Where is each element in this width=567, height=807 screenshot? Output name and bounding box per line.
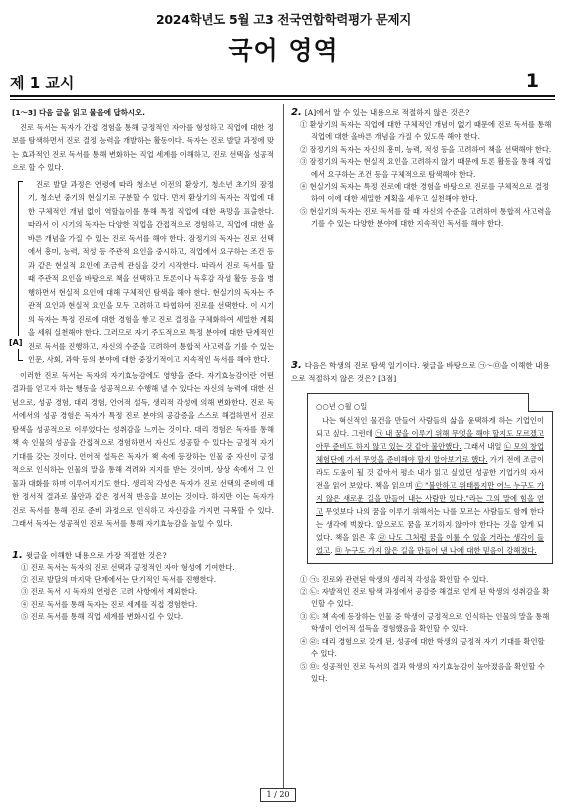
passage-paragraph-3: 이러한 진로 독서는 독자의 자기효능감에도 영향을 준다. 자기효능감이란 어떤 결과를 얻고자 하는 행동을 성공적으로 수행해 낼 수 있다는 자신의 능력에 대한 신념으로, 성공 경험, 대리 경험, 언어적 설득, 생리적 각성에 의해 변화한다. 진로 독서에서의 성공 경험은 독자가 특정 진로 분야의 공감증을 스스로 해결하면서 진로 탐색을 성공적으로 이루었다는 성취감을 느끼는 것이다. 대리 경험은 독자를 통해 책 속 인물의 성공을 간접적으로 경험하면서 자신도 성공할 수 있다는 긍정적 자기 기대를 갖는 것이다. 언어적 설득은 독자가 책 속에 등장하는 인물 중 자신이 긍정적으로 인식하는 인물의 말을 통해 격려와 지지를 받는 것이며, 상상 속에서 그 인물과 대화를 하며 이루어지기도 한다. 생리적 각성은 독자가 진로 선택의 준비에 대한 정서적 결과로 불안과 같은 정서적 반응을 보이는 것이다. 하지만 이는 독자가 진로 독서를 통해 진로 준비 과정으로 인식하고 자신감을 가지면 극복할 수 있다. 그래서 독자는 성공적인 진로 독서를 통해 자기효능감을 높일 수 있다.: [12, 370, 274, 528]
section-a-text: 진로 발달 과정은 연령에 따라 청소년 이전의 환상기, 청소년 초기의 잠정기, 청소년 중기의 현실기로 구분할 수 있다. 먼저 환상기의 독자는 직업에 대한 구체적인 개념 없이 역할놀이를 통해 특정 직업에 대한 욕망을 표출한다. 따라서 이 시기의 독자는 다양한 직업을 간접적으로 경험하고, 직업에 대한 올바른 개념을 가질 수 있는 진로 독서를 해야 한다. 잠정기의 독자는 진로 선택에서 흥미, 능력, 적성 등 주관적 요인을 중시하고, 직업에서 요구하는 조건 등과 같은 현실적 요인에 조금씩 관심을 갖기 시작한다. 따라서 진로 독서를 할 때 주관적 요인을 바탕으로 책을 선택하고 토론이나 독후감 작성 활동 등을 병행하면서 현실적 요인에 대해 구체적인 탐색을 해야 한다. 현실기의 독자는 주관적 요인과 현실적 요인을 모두 고려하고 타협하여 진로를 선택한다. 이 시기의 독자는 특정 진로에 대한 경험을 쌓고 진로 결정을 구체화하여 세밀한 계획을 세워 실천해야 한다. 그러므로 자기 주도적으로 특정 분야에 대한 단계적인 진로 독서를 진행하고, 자신의 수준을 고려하여 통합적 사고력을 기를 수 있는 인문, 사회, 과학 등의 분야에 대한 중장기적이고 지속적인 독서를 해야 한다.: [28, 179, 274, 364]
section-a-label: [A]: [9, 336, 23, 350]
subject-title: 국어 영역: [228, 36, 339, 65]
session-label: 제 1 교시: [10, 74, 75, 92]
footer-total: 20: [279, 790, 290, 799]
option-4[interactable]: ④ 현실기의 독자는 특정 진로에 대한 경험을 바탕으로 진로를 구체적으로 결정하여 이에 대한 세밀한 계획을 세우고 실천해야 한다.: [300, 182, 550, 204]
option-1[interactable]: ① ㉠: 진로와 관련된 학생의 생리적 각성을 확인할 수 있다.: [300, 574, 489, 584]
column-divider: [283, 104, 284, 789]
page-number: 1: [525, 70, 539, 92]
question-stem: [A]에서 알 수 있는 내용으로 적절하지 않은 것은?: [304, 108, 470, 117]
option-5[interactable]: ⑤ ㉤: 성공적인 진로 독서의 결과 학생의 자기효능감이 높아졌음을 확인할 수 있다.: [300, 661, 545, 683]
option-2[interactable]: ② 잠정기의 독자는 자신의 흥미, 능력, 적성 등을 고려하여 책을 선택해야 한다.: [300, 144, 552, 154]
option-4[interactable]: ④ 진로 독서를 통해 독자는 진로 세계를 직접 경험한다.: [21, 599, 198, 609]
question-number: 3.: [291, 359, 302, 371]
page-footer: 1 / 20: [260, 788, 296, 802]
exam-header-title: 2024학년도 5월 고3 전국연합학력평가 문제지: [156, 12, 411, 27]
section-a-bracket: [18, 181, 23, 361]
option-5[interactable]: ⑤ 진로 독서를 통해 직업 세계를 변화시킬 수 있다.: [21, 612, 184, 622]
diary-underline-a: ㉠ 내 꿈을 이루기 위해 무엇을 해야 할지도 모르겠고 아무 준비도 하지 않고 있는 것 같아 불안했다.: [316, 428, 545, 451]
right-column: [291, 106, 553, 685]
question-number: 1.: [12, 549, 23, 561]
diary-underline-c: ㉢ "불안하고 위태롭지만 어느 누구도 가지 않은 새로운 길을 만들어 내는 사람만 있다."라는 그의 말에 힘을 얻고: [316, 480, 544, 516]
option-5[interactable]: ⑤ 현실기의 독자는 진로 독서를 할 때 자신의 수준을 고려하여 통합적 사고력을 기를 수 있는 다양한 분야에 대한 지속적인 독서를 해야 한다.: [300, 206, 552, 229]
option-2[interactable]: ② ㉡: 자발적인 진로 탐색 과정에서 공감증 해결로 얻게 된 학생의 성취감을 확인할 수 있다.: [300, 587, 550, 609]
diary-box: [307, 393, 553, 564]
diary-text: 나는 혁신적인 물건을 만들어 사람들의 삶을 윤택하게 하는 기업인이 되고 싶다. 그런데 ㉠ 내 꿈을 이루기 위해 무엇을 해야 할지도 모르겠고 아무 준비도 하지 않고 있는 것 같아 불안했다. 그래서 내일 ㉡ 모의 창업 체험단에 가서 무엇을 준비해야 할지 알아보기로 했다. 가기 전에 조금이라도 도움이 될 것 같아서 평소 내가 읽고 싶었던 성공한 기업가의 자서전을 읽어 보았다. 책을 읽으며 ㉢ "불안하고 위태롭지만 어느 누구도 가지 않은 새로운 길을 만들어 내는 사람만 있다."라는 그의 말에 힘을 얻고 무엇보다 나의 꿈을 이루기 위해서는 나를 모르는 사람들도 함께 한다는 생각에 벅찼다. 앞으로도 꿈을 포기하지 않아야 한다는 것을 알게 되었다. 책을 읽은 후 ㉣ 나도 그처럼 꿈을 이룰 수 있을 거라는 생각이 들었고, ㉤ 누구도 가지 않은 길을 만들어 낸 나에 대한 믿음이 강해졌다.: [316, 415, 545, 555]
question-1: [12, 549, 274, 624]
passage-instruction: [1～3] 다음 글을 읽고 물음에 답하시오.: [12, 108, 145, 117]
question-stem: 다음은 학생의 진로 탐색 일기이다. 윗글을 바탕으로 ㉠～㉤을 이해한 내용으로 적절하지 않은 것은? [3점]: [291, 360, 550, 383]
left-column: [9, 106, 274, 624]
question-stem: 윗글을 이해한 내용으로 가장 적절한 것은?: [25, 550, 167, 560]
option-3[interactable]: ③ 진로 독서 시 독자의 연령은 고려 사항에서 제외한다.: [21, 587, 198, 597]
diary-date: ○○년 ○월 ○일: [316, 401, 368, 411]
passage-section-a: [9, 178, 274, 367]
question-number: 2.: [291, 107, 302, 118]
question-3: [291, 359, 553, 686]
option-2[interactable]: ② 진로 발달의 마지막 단계에서는 단기적인 독서를 진행한다.: [21, 574, 217, 584]
diary-underline-e: ㉤ 누구도 가지 않은 길을 만들어 낸 나에 대한 믿음이 강해졌다.: [334, 545, 537, 555]
passage-paragraph-1: 진로 독서는 독자가 간접 경험을 통해 긍정적인 자아를 형성하고 직업에 대한 정보를 탐색하면서 진로 결정 능력을 개발하는 활동이다. 독자는 진로 발달 과정에 맞는 효과적인 진로 독서를 통해 변화하는 직업 세계를 이해하고, 진로 선택을 성공적으로 할 수 있다.: [12, 122, 274, 172]
question-2: [291, 106, 553, 231]
option-3[interactable]: ③ ㉢: 책 속에 등장하는 인물 중 학생이 긍정적으로 인식하는 인물의 말을 통해 학생이 언어적 설득을 경험했음을 확인할 수 있다.: [300, 611, 550, 634]
option-4[interactable]: ④ ㉣: 대리 경험으로 갖게 된, 성공에 대한 학생의 긍정적 자기 기대를 확인할 수 있다.: [300, 636, 545, 659]
option-3[interactable]: ③ 잠정기의 독자는 현실적 요인을 고려하지 않기 때문에 토론 활동을 통해 직업에서 요구하는 조건 등을 구체적으로 탐색해야 한다.: [300, 157, 552, 179]
footer-page: 1: [266, 790, 272, 799]
diary-underline-b: ㉡ 모의 창업 체험단에 가서 무엇을 준비해야 할지 알아보기로 했다.: [316, 441, 545, 464]
option-1[interactable]: ① 진로 독서는 독자의 진로 선택과 긍정적인 자아 형성에 기여한다.: [21, 562, 235, 572]
option-1[interactable]: ① 환상기의 독자는 직업에 대한 구체적인 개념이 없기 때문에 진로 독서를 통해 직업에 대한 올바른 개념을 가질 수 있도록 해야 한다.: [300, 120, 552, 142]
header-rule-thick: [10, 95, 555, 97]
diary-underline-d: ㉣ 나도 그처럼 꿈을 이룰 수 있을 거라는 생각이 들었고: [316, 532, 544, 555]
header-rule-thin: [10, 99, 555, 100]
diary-corner-fold: [528, 393, 553, 412]
